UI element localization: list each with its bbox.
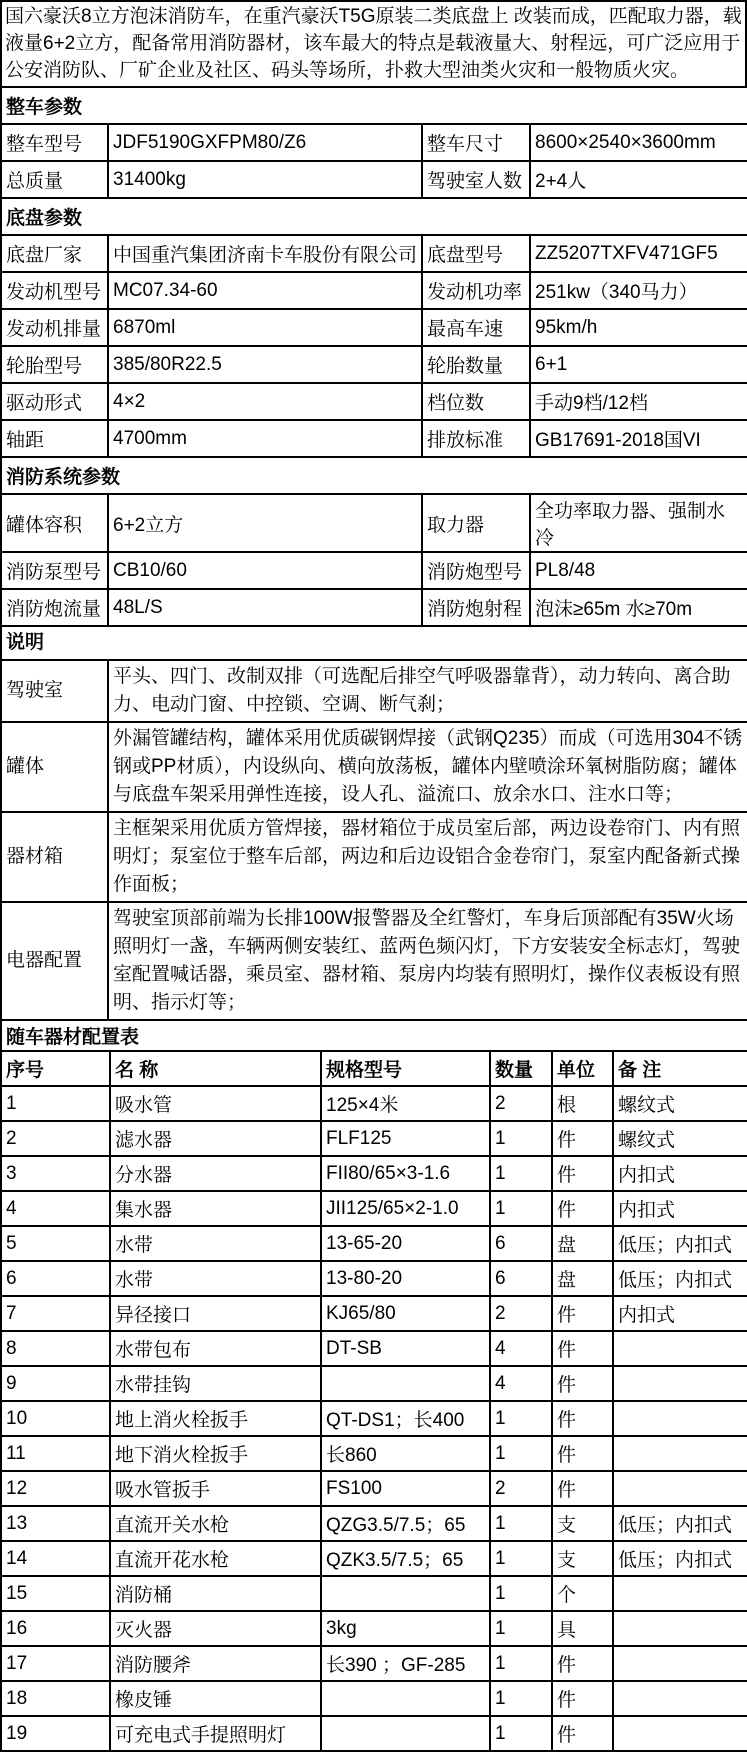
table-row xyxy=(1,420,747,457)
param-label: 发动机功率 xyxy=(422,272,530,309)
cell-name: 直流开关水枪 xyxy=(110,1506,321,1541)
param-value: 8600×2540×3600mm xyxy=(530,124,747,161)
table-row xyxy=(1,235,747,272)
cell-index: 13 xyxy=(1,1506,110,1541)
section-title: 整车参数 xyxy=(1,87,747,124)
cell-name: 橡皮锤 xyxy=(110,1681,321,1716)
cell-index: 1 xyxy=(1,1086,110,1121)
cell-remark: 内扣式 xyxy=(613,1156,747,1191)
cell-index: 14 xyxy=(1,1541,110,1576)
cell-unit: 件 xyxy=(552,1436,613,1471)
cell-quantity: 4 xyxy=(490,1331,552,1366)
table-row xyxy=(1,1611,747,1646)
cell-name: 分水器 xyxy=(110,1156,321,1191)
cell-model: 13-65-20 xyxy=(321,1226,490,1261)
cell-model: QZK3.5/7.5；65 xyxy=(321,1541,490,1576)
param-value: 6870ml xyxy=(108,309,422,346)
param-label: 罐体容积 xyxy=(1,494,108,552)
param-label: 驱动形式 xyxy=(1,383,108,420)
cell-model: 长390 ；GF-285 xyxy=(321,1646,490,1681)
table-row xyxy=(1,812,747,902)
cell-model xyxy=(321,1576,490,1611)
section-title-row xyxy=(1,198,747,235)
param-value: 6+1 xyxy=(530,346,747,383)
table-row xyxy=(1,1261,747,1296)
cell-index: 15 xyxy=(1,1576,110,1611)
table-row xyxy=(1,1156,747,1191)
section-title: 说明 xyxy=(1,626,747,660)
cell-remark: 内扣式 xyxy=(613,1191,747,1226)
table-row xyxy=(1,1121,747,1156)
equipment-header-row xyxy=(1,1051,747,1086)
cell-unit: 件 xyxy=(552,1331,613,1366)
section-title-row xyxy=(1,87,747,124)
cell-quantity: 1 xyxy=(490,1646,552,1681)
cell-index: 11 xyxy=(1,1436,110,1471)
cell-remark xyxy=(613,1576,747,1611)
cell-remark xyxy=(613,1436,747,1471)
param-label: 排放标准 xyxy=(422,420,530,457)
chassis-params-table xyxy=(0,197,747,458)
cell-name: 灭火器 xyxy=(110,1611,321,1646)
table-row xyxy=(1,346,747,383)
table-row xyxy=(1,1436,747,1471)
cell-name: 滤水器 xyxy=(110,1121,321,1156)
param-value: 31400kg xyxy=(108,161,422,198)
param-value: 48L/S xyxy=(108,589,422,626)
fire-system-params-table xyxy=(0,456,747,627)
section-title-row xyxy=(1,626,747,660)
param-label: 取力器 xyxy=(422,494,530,552)
intro-paragraph: 国六豪沃8立方泡沫消防车，在重汽豪沃T5G原装二类底盘上 改装而成，匹配取力器，载液量6+2立方，配备常用消防器材，该车最大的特点是载液量大、射程远，可广泛应用于公安消防队、厂矿企业及社区、码头等场所，扑救大型油类火灾和一般物质火灾。 xyxy=(1,1,746,87)
cell-quantity: 1 xyxy=(490,1121,552,1156)
cell-model xyxy=(321,1366,490,1401)
cell-model: 125×4米 xyxy=(321,1086,490,1121)
table-row xyxy=(1,1716,747,1751)
cell-unit: 盘 xyxy=(552,1261,613,1296)
cell-unit: 根 xyxy=(552,1086,613,1121)
cell-name: 吸水管 xyxy=(110,1086,321,1121)
cell-model: QT-DS1；长400 xyxy=(321,1401,490,1436)
section-title-row xyxy=(1,1020,747,1051)
cell-model: KJ65/80 xyxy=(321,1296,490,1331)
param-value: ZZ5207TXFV471GF5 xyxy=(530,235,747,272)
table-row xyxy=(1,1331,747,1366)
cell-name: 集水器 xyxy=(110,1191,321,1226)
cell-name: 水带 xyxy=(110,1226,321,1261)
cell-unit: 个 xyxy=(552,1576,613,1611)
cell-quantity: 1 xyxy=(490,1681,552,1716)
param-label: 轮胎数量 xyxy=(422,346,530,383)
table-row xyxy=(1,1576,747,1611)
table-row xyxy=(1,1296,747,1331)
cell-index: 5 xyxy=(1,1226,110,1261)
param-label: 轴距 xyxy=(1,420,108,457)
cell-index: 12 xyxy=(1,1471,110,1506)
col-header-name: 名 称 xyxy=(110,1051,321,1086)
cell-index: 9 xyxy=(1,1366,110,1401)
cell-quantity: 2 xyxy=(490,1086,552,1121)
cell-remark xyxy=(613,1331,747,1366)
param-label: 消防炮射程 xyxy=(422,589,530,626)
table-row xyxy=(1,1471,747,1506)
cell-quantity: 4 xyxy=(490,1366,552,1401)
cell-unit: 件 xyxy=(552,1156,613,1191)
table-row xyxy=(1,1506,747,1541)
cell-model: QZG3.5/7.5；65 xyxy=(321,1506,490,1541)
col-header-remark: 备 注 xyxy=(613,1051,747,1086)
cell-index: 16 xyxy=(1,1611,110,1646)
cell-model: 3kg xyxy=(321,1611,490,1646)
cell-model xyxy=(321,1681,490,1716)
cell-remark xyxy=(613,1681,747,1716)
cell-unit: 件 xyxy=(552,1716,613,1751)
table-row xyxy=(1,124,747,161)
cell-quantity: 1 xyxy=(490,1576,552,1611)
param-label: 轮胎型号 xyxy=(1,346,108,383)
param-label: 发动机排量 xyxy=(1,309,108,346)
cell-quantity: 1 xyxy=(490,1401,552,1436)
param-value: 4700mm xyxy=(108,420,422,457)
table-row xyxy=(1,1366,747,1401)
cell-model: FLF125 xyxy=(321,1121,490,1156)
table-row xyxy=(1,1191,747,1226)
table-row xyxy=(1,722,747,812)
table-row xyxy=(1,902,747,1020)
cell-index: 18 xyxy=(1,1681,110,1716)
cell-model: DT-SB xyxy=(321,1331,490,1366)
cell-model: 13-80-20 xyxy=(321,1261,490,1296)
cell-remark: 螺纹式 xyxy=(613,1086,747,1121)
cell-name: 可充电式手提照明灯 xyxy=(110,1716,321,1751)
cell-remark xyxy=(613,1646,747,1681)
cell-unit: 支 xyxy=(552,1506,613,1541)
cell-name: 异径接口 xyxy=(110,1296,321,1331)
cell-remark: 低压；内扣式 xyxy=(613,1506,747,1541)
cell-remark: 内扣式 xyxy=(613,1296,747,1331)
cell-index: 8 xyxy=(1,1331,110,1366)
cell-name: 水带包布 xyxy=(110,1331,321,1366)
param-value: 6+2立方 xyxy=(108,494,422,552)
section-title: 随车器材配置表 xyxy=(1,1020,747,1051)
param-label: 底盘厂家 xyxy=(1,235,108,272)
cell-quantity: 1 xyxy=(490,1541,552,1576)
cell-quantity: 2 xyxy=(490,1296,552,1331)
cell-index: 19 xyxy=(1,1716,110,1751)
param-value: JDF5190GXFPM80/Z6 xyxy=(108,124,422,161)
cell-remark xyxy=(613,1401,747,1436)
param-label: 消防炮型号 xyxy=(422,552,530,589)
note-label: 器材箱 xyxy=(1,812,108,902)
cell-unit: 件 xyxy=(552,1401,613,1436)
cell-unit: 件 xyxy=(552,1471,613,1506)
table-row xyxy=(1,161,747,198)
intro-row xyxy=(1,1,746,87)
cell-name: 消防桶 xyxy=(110,1576,321,1611)
param-value: 251kw（340马力） xyxy=(530,272,747,309)
param-value: 泡沫≥65m 水≥70m xyxy=(530,589,747,626)
cell-unit: 件 xyxy=(552,1646,613,1681)
param-label: 整车型号 xyxy=(1,124,108,161)
cell-name: 水带 xyxy=(110,1261,321,1296)
param-value: 全功率取力器、强制水冷 xyxy=(530,494,747,552)
cell-unit: 件 xyxy=(552,1121,613,1156)
cell-model: FS100 xyxy=(321,1471,490,1506)
cell-unit: 件 xyxy=(552,1366,613,1401)
note-text: 外漏管罐结构，罐体采用优质碳钢焊接（武钢Q235）而成（可选用304不锈钢或PP材质），内设纵向、横向放荡板，罐体内壁喷涂环氧树脂防腐；罐体与底盘车架采用弹性连接，设人孔、溢流口、放余水口、注水口等； xyxy=(108,722,747,812)
table-row xyxy=(1,1226,747,1261)
note-text: 主框架采用优质方管焊接，器材箱位于成员室后部，两边设卷帘门、内有照明灯；泵室位于整车后部，两边和后边设铝合金卷帘门，泵室内配备新式操作面板； xyxy=(108,812,747,902)
vehicle-params-table xyxy=(0,86,747,199)
cell-name: 地下消火栓扳手 xyxy=(110,1436,321,1471)
section-title: 消防系统参数 xyxy=(1,457,747,494)
param-label: 底盘型号 xyxy=(422,235,530,272)
table-row xyxy=(1,1401,747,1436)
cell-remark xyxy=(613,1611,747,1646)
cell-name: 消防腰斧 xyxy=(110,1646,321,1681)
col-header-quantity: 数量 xyxy=(490,1051,552,1086)
cell-index: 3 xyxy=(1,1156,110,1191)
param-value: 手动9档/12档 xyxy=(530,383,747,420)
param-value: 95km/h xyxy=(530,309,747,346)
cell-remark xyxy=(613,1366,747,1401)
param-value: CB10/60 xyxy=(108,552,422,589)
cell-model: JII125/65×2-1.0 xyxy=(321,1191,490,1226)
cell-index: 6 xyxy=(1,1261,110,1296)
cell-remark: 螺纹式 xyxy=(613,1121,747,1156)
section-title-row xyxy=(1,457,747,494)
cell-unit: 支 xyxy=(552,1541,613,1576)
table-row xyxy=(1,1541,747,1576)
param-label: 档位数 xyxy=(422,383,530,420)
table-row xyxy=(1,494,747,552)
cell-quantity: 6 xyxy=(490,1261,552,1296)
table-row xyxy=(1,552,747,589)
cell-quantity: 1 xyxy=(490,1506,552,1541)
notes-table xyxy=(0,625,747,1021)
table-row xyxy=(1,272,747,309)
col-header-unit: 单位 xyxy=(552,1051,613,1086)
param-value: 4×2 xyxy=(108,383,422,420)
cell-name: 水带挂钩 xyxy=(110,1366,321,1401)
cell-unit: 件 xyxy=(552,1191,613,1226)
cell-index: 10 xyxy=(1,1401,110,1436)
equipment-table xyxy=(0,1019,747,1752)
note-label: 驾驶室 xyxy=(1,660,108,722)
cell-remark: 低压；内扣式 xyxy=(613,1226,747,1261)
cell-quantity: 1 xyxy=(490,1156,552,1191)
table-row xyxy=(1,1681,747,1716)
cell-model: FII80/65×3-1.6 xyxy=(321,1156,490,1191)
cell-index: 17 xyxy=(1,1646,110,1681)
cell-remark: 低压；内扣式 xyxy=(613,1261,747,1296)
cell-unit: 件 xyxy=(552,1296,613,1331)
param-value: PL8/48 xyxy=(530,552,747,589)
note-text: 平头、四门、改制双排（可选配后排空气呼吸器靠背），动力转向、离合助力、电动门窗、中控锁、空调、断气刹； xyxy=(108,660,747,722)
cell-quantity: 1 xyxy=(490,1716,552,1751)
cell-name: 直流开花水枪 xyxy=(110,1541,321,1576)
table-row xyxy=(1,1086,747,1121)
cell-index: 2 xyxy=(1,1121,110,1156)
note-label: 罐体 xyxy=(1,722,108,812)
cell-quantity: 1 xyxy=(490,1191,552,1226)
cell-quantity: 6 xyxy=(490,1226,552,1261)
cell-quantity: 1 xyxy=(490,1611,552,1646)
table-row xyxy=(1,1646,747,1681)
param-label: 发动机型号 xyxy=(1,272,108,309)
cell-unit: 盘 xyxy=(552,1226,613,1261)
cell-name: 地上消火栓扳手 xyxy=(110,1401,321,1436)
col-header-model: 规格型号 xyxy=(321,1051,490,1086)
cell-name: 吸水管扳手 xyxy=(110,1471,321,1506)
table-row xyxy=(1,309,747,346)
param-value: MC07.34-60 xyxy=(108,272,422,309)
cell-remark: 低压；内扣式 xyxy=(613,1541,747,1576)
cell-quantity: 1 xyxy=(490,1436,552,1471)
param-value: 385/80R22.5 xyxy=(108,346,422,383)
param-value: GB17691-2018国VI xyxy=(530,420,747,457)
intro-table xyxy=(0,0,747,88)
cell-index: 7 xyxy=(1,1296,110,1331)
table-row xyxy=(1,660,747,722)
cell-remark xyxy=(613,1716,747,1751)
note-label: 电器配置 xyxy=(1,902,108,1020)
param-label: 整车尺寸 xyxy=(422,124,530,161)
cell-quantity: 2 xyxy=(490,1471,552,1506)
cell-remark xyxy=(613,1471,747,1506)
param-label: 最高车速 xyxy=(422,309,530,346)
param-value: 2+4人 xyxy=(530,161,747,198)
section-title: 底盘参数 xyxy=(1,198,747,235)
param-label: 消防炮流量 xyxy=(1,589,108,626)
param-label: 驾驶室人数 xyxy=(422,161,530,198)
param-label: 总质量 xyxy=(1,161,108,198)
cell-unit: 件 xyxy=(552,1681,613,1716)
param-value: 中国重汽集团济南卡车股份有限公司 xyxy=(108,235,422,272)
cell-model: 长860 xyxy=(321,1436,490,1471)
table-row xyxy=(1,383,747,420)
cell-unit: 具 xyxy=(552,1611,613,1646)
param-label: 消防泵型号 xyxy=(1,552,108,589)
cell-model xyxy=(321,1716,490,1751)
table-row xyxy=(1,589,747,626)
note-text: 驾驶室顶部前端为长排100W报警器及全红警灯，车身后顶部配有35W火场照明灯一盏，车辆两侧安装红、蓝两色频闪灯，下方安装安全标志灯，驾驶室配置喊话器，乘员室、器材箱、泵房内均装有照明灯，操作仪表板设有照明、指示灯等； xyxy=(108,902,747,1020)
col-header-index: 序号 xyxy=(1,1051,110,1086)
cell-index: 4 xyxy=(1,1191,110,1226)
